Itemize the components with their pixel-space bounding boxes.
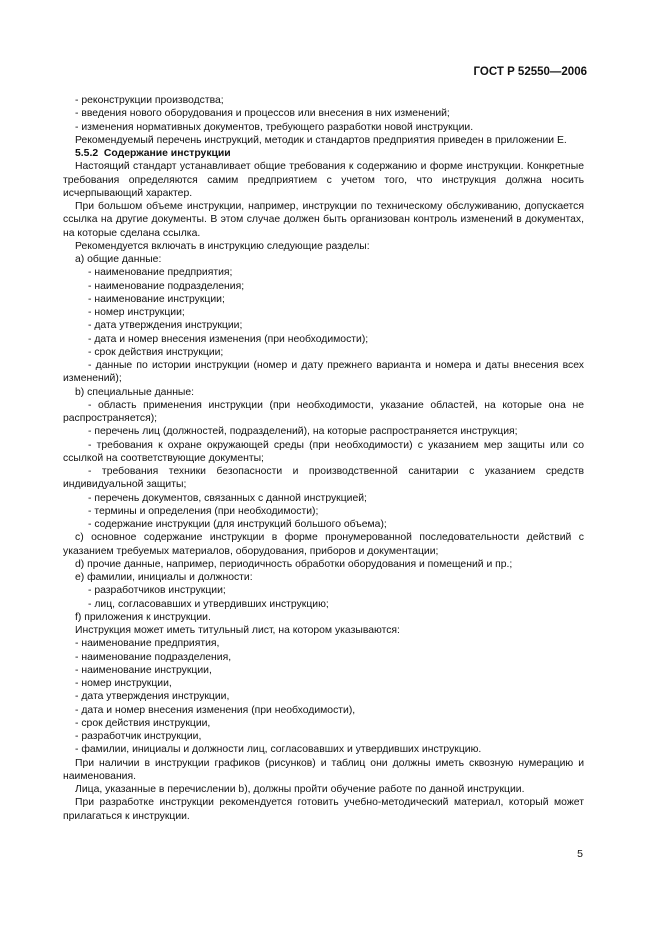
list-b-title: b) специальные данные:	[75, 386, 195, 398]
paragraph: Лица, указанные в перечислении b), должны пройти обучение работе по данной инструкции.	[75, 784, 525, 795]
page-number: 5	[577, 848, 583, 860]
standard-id: ГОСТ Р 52550—2006	[473, 66, 587, 78]
list-item: - дата и номер внесения изменения (при необходимости);	[88, 333, 369, 345]
list-item: - дата и номер внесения изменения (при необходимости),	[75, 704, 356, 716]
list-item: - фамилии, инициалы и должности лиц, согласовавших и утвердивших инструкцию.	[75, 744, 482, 756]
list-item: - данные по истории инструкции (номер и дату прежнего варианта и номера и даты внесения всех изменений);	[63, 360, 584, 385]
list-item: - разработчиков инструкции;	[88, 585, 226, 597]
list-item: - перечень документов, связанных с данной инструкцией;	[88, 492, 367, 504]
list-item: - дата утверждения инструкции,	[75, 691, 230, 703]
paragraph: При наличии в инструкции графиков (рисунков) и таблиц они должны иметь сквозную нумерацию и наименования.	[63, 757, 584, 782]
list-item: - термины и определения (при необходимости);	[88, 505, 319, 517]
document-body	[63, 94, 584, 823]
paragraph: Рекомендуется включать в инструкцию следующие разделы:	[75, 240, 370, 252]
paragraph: Настоящий стандарт устанавливает общие требования к содержанию и форме инструкции. Конкретные требования определяются самим предприятием с учетом того, что инструкция должна носить исчерпывающий характер.	[63, 161, 584, 199]
list-c-item: c) основное содержание инструкции в форме пронумерованной последовательности действий с указанием требуемых материалов, оборудования, приборов и документации;	[63, 532, 584, 557]
paragraph: При разработке инструкции рекомендуется готовить учебно-методический материал, который может прилагаться к инструкции.	[63, 797, 584, 822]
section-heading	[63, 147, 584, 160]
line: - изменения нормативных документов, требующего разработки новой инструкции.	[75, 121, 474, 133]
list-item: - дата утверждения инструкции;	[88, 320, 243, 332]
list-item: - наименование предприятия,	[75, 638, 220, 650]
list-item: - номер инструкции;	[88, 307, 185, 318]
list-item: - разработчик инструкции,	[75, 731, 202, 742]
list-e-title: e) фамилии, инициалы и должности:	[75, 572, 253, 583]
list-item: - требования к охране окружающей среды (при необходимости) с указанием мер защиты или со ссылкой на соответствующие документы;	[63, 439, 584, 464]
list-item: - лиц, согласовавших и утвердивших инструкцию;	[88, 598, 329, 610]
line: - введения нового оборудования и процессов или внесения в них изменений;	[75, 108, 450, 120]
list-item: - наименование подразделения;	[88, 280, 245, 292]
list-item: - номер инструкции,	[75, 678, 172, 689]
list-d-item: d) прочие данные, например, периодичность обработки оборудования и помещений и пр.;	[75, 558, 513, 570]
list-item: - перечень лиц (должностей, подразделений), на которые распространяется инструкция;	[88, 426, 518, 438]
line: - реконструкции производства;	[75, 95, 224, 106]
list-item: - наименование инструкции;	[88, 293, 225, 305]
page-header	[474, 66, 587, 78]
title-page-intro: Инструкция может иметь титульный лист, на котором указываются:	[75, 625, 400, 636]
list-item: - наименование предприятия;	[88, 267, 233, 279]
list-item: - требования техники безопасности и производственной санитарии с указанием средств индивидуальной защиты;	[63, 466, 584, 491]
section-number: 5.5.2	[75, 148, 99, 159]
list-f-item: f) приложения к инструкции.	[75, 611, 211, 623]
list-item: - область применения инструкции (при необходимости, указание областей, на которые она не распространяется);	[63, 399, 584, 424]
paragraph: При большом объеме инструкции, например, инструкции по техническому обслуживанию, допускается ссылка на другие документы. В этом случае должен быть организован контроль изменений в документах, на которые сделана ссылка.	[63, 201, 584, 239]
list-item: - наименование инструкции,	[75, 664, 212, 676]
line: Рекомендуемый перечень инструкций, методик и стандартов предприятия приведен в приложении Е.	[75, 134, 567, 146]
list-item: - срок действия инструкции;	[88, 346, 224, 358]
list-item: - наименование подразделения,	[75, 651, 232, 663]
list-a-title: a) общие данные:	[75, 254, 162, 265]
section-title: Содержание инструкции	[103, 148, 231, 159]
list-item: - содержание инструкции (для инструкций большого объема);	[88, 519, 387, 530]
list-item: - срок действия инструкции,	[75, 717, 211, 729]
